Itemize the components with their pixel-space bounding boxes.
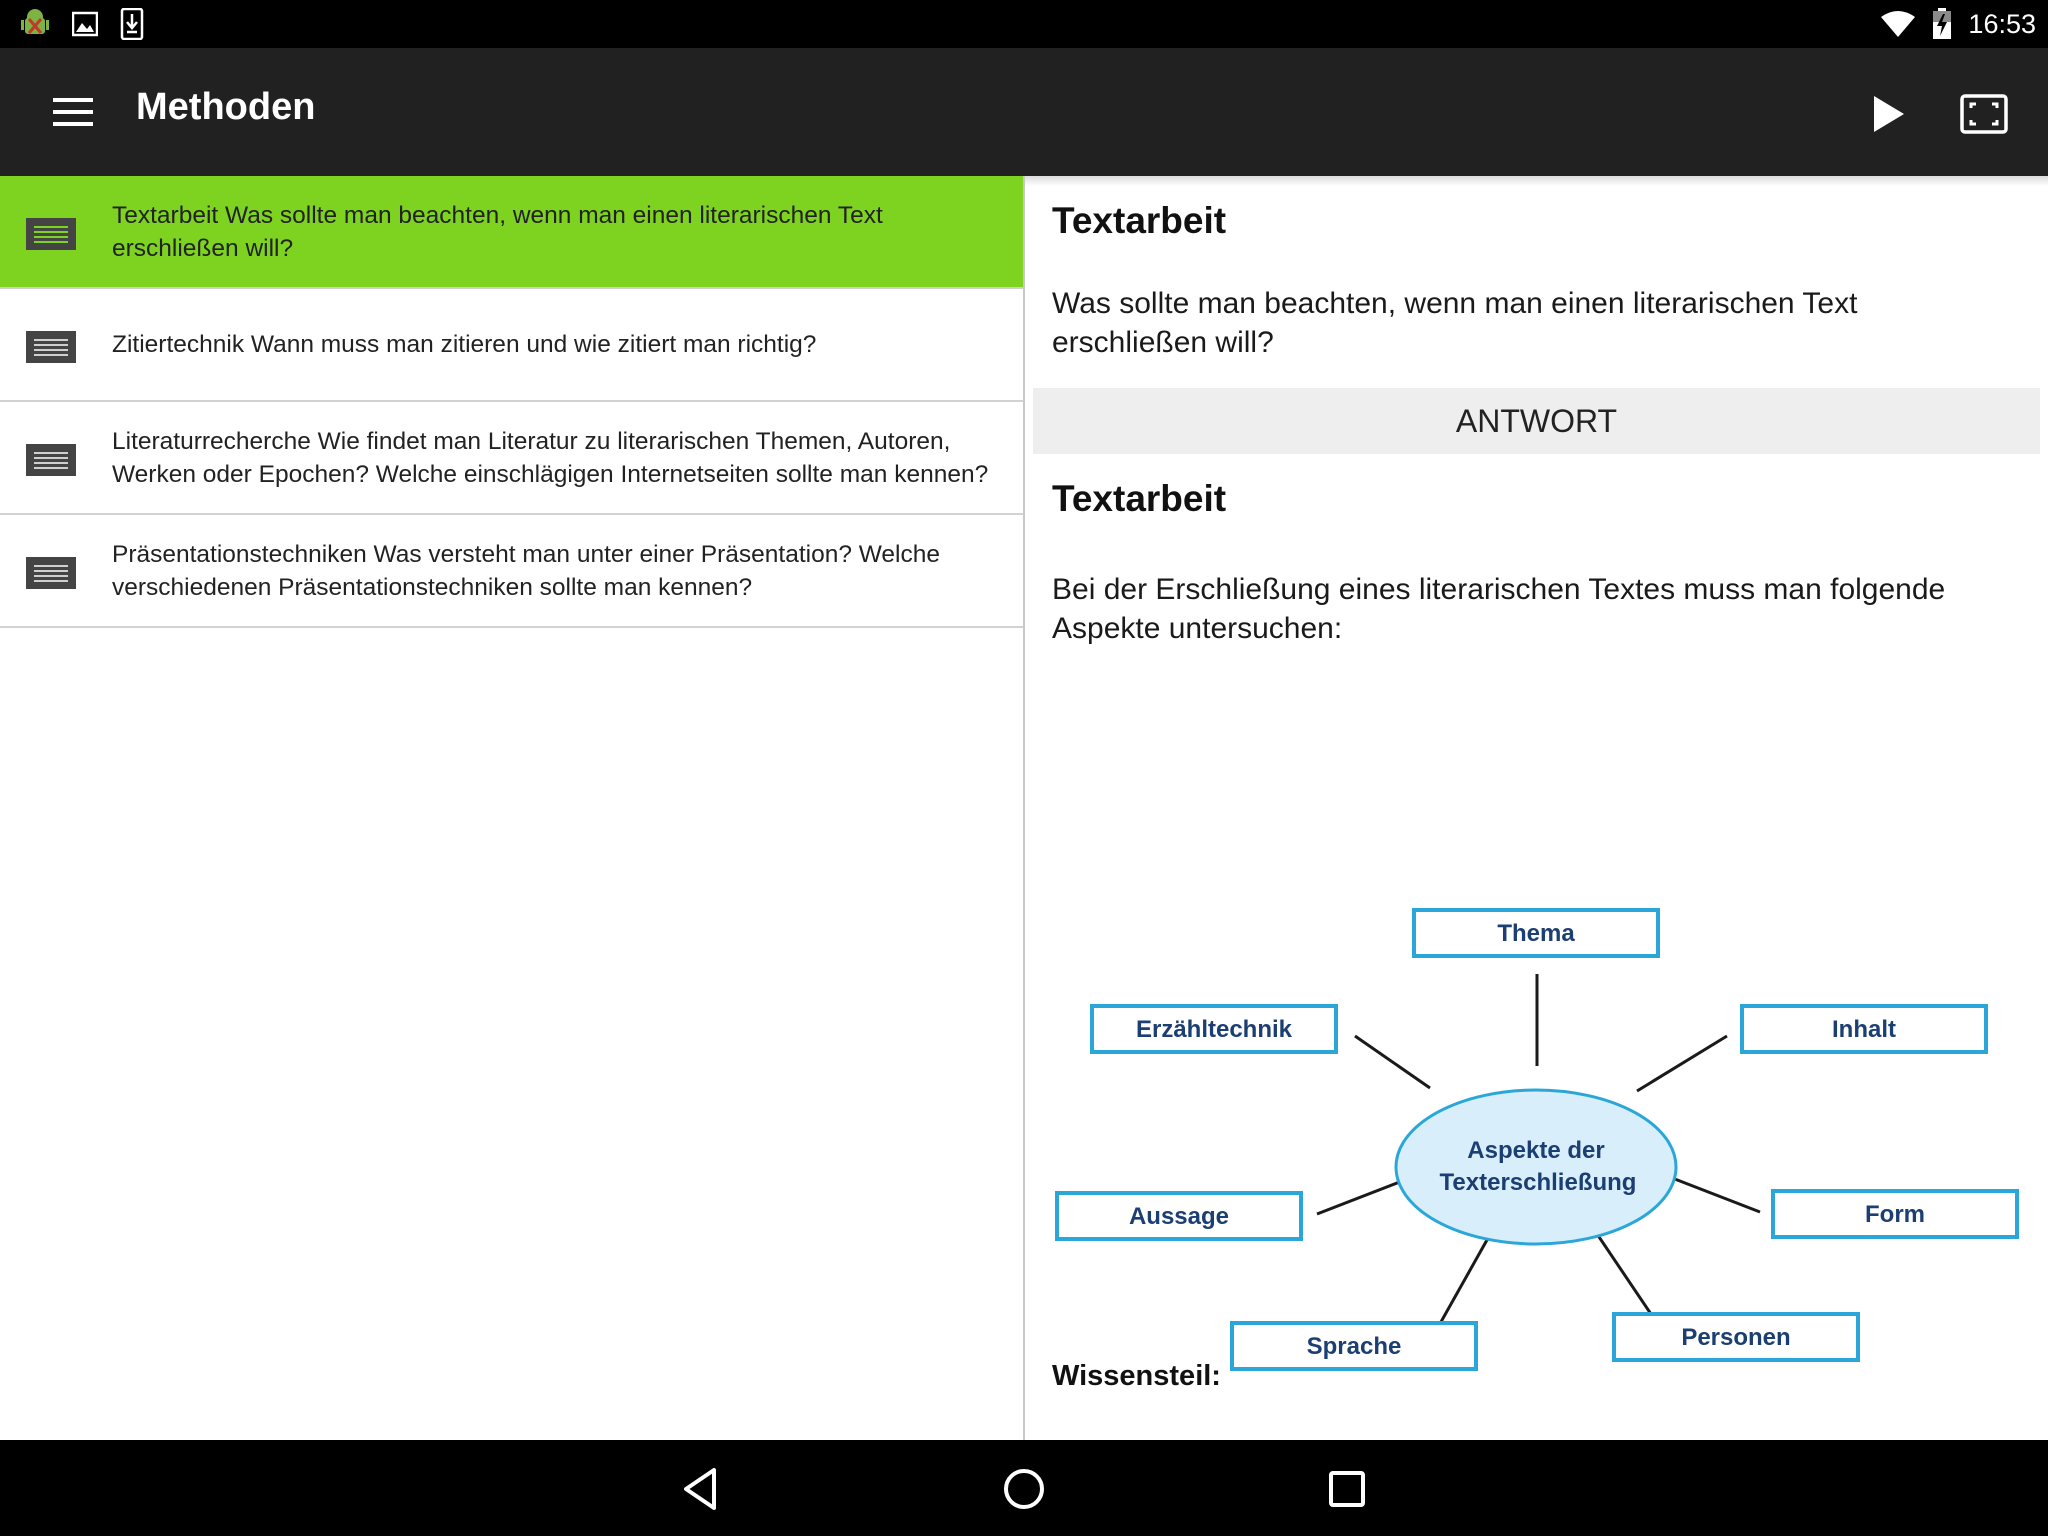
recents-button[interactable] bbox=[1322, 1464, 1372, 1514]
recents-icon bbox=[1322, 1464, 1372, 1514]
node-label-inhalt: Inhalt bbox=[1832, 1016, 1896, 1043]
connector-sprache bbox=[1437, 1231, 1492, 1329]
center-line-2: Texterschließung bbox=[1439, 1169, 1637, 1196]
answer-title: Textarbeit bbox=[1052, 478, 1227, 519]
list-item-textarbeit[interactable] bbox=[0, 176, 1023, 289]
back-icon bbox=[676, 1464, 726, 1514]
node-label-form: Form bbox=[1865, 1201, 1925, 1228]
document-icon bbox=[26, 331, 76, 363]
download-notification-icon bbox=[120, 8, 144, 40]
connector-personen bbox=[1593, 1228, 1655, 1320]
node-label-sprache: Sprache bbox=[1306, 1333, 1402, 1360]
navigation-bar bbox=[0, 1440, 2048, 1536]
list-item-text: Literaturrecherche Wie findet man Literatur zu literarischen Themen, Autoren, Werken oder Epochen? Welche einschlägigen Internetseiten sollte man kennen? bbox=[112, 427, 989, 488]
menu-icon bbox=[53, 96, 93, 128]
document-icon bbox=[26, 218, 76, 250]
menu-button[interactable] bbox=[36, 88, 108, 136]
node-label-erzaehltechnik: Erzähltechnik bbox=[1135, 1016, 1293, 1043]
detail-title: Textarbeit bbox=[1052, 200, 1227, 241]
node-label-thema: Thema bbox=[1497, 920, 1575, 947]
android-debug-icon bbox=[20, 8, 50, 40]
detail-question: Was sollte man beachten, wenn man einen literarischen Text erschließen will? bbox=[1052, 287, 1858, 359]
list-item-literaturrecherche[interactable] bbox=[0, 402, 1023, 515]
node-label-aussage: Aussage bbox=[1128, 1203, 1230, 1230]
list-item-text: Zitiertechnik Wann muss man zitieren und wie zitiert man richtig? bbox=[112, 331, 817, 358]
document-icon bbox=[26, 444, 76, 476]
list-item-praesentationstechniken[interactable] bbox=[0, 515, 1023, 628]
detail-pane[interactable] bbox=[1025, 176, 2048, 1440]
answer-text: Bei der Erschließung eines literarischen Textes muss man folgende Aspekte untersuchen: bbox=[1052, 573, 1946, 645]
status-bar bbox=[0, 0, 2048, 48]
center-ellipse bbox=[1396, 1090, 1676, 1244]
back-button[interactable] bbox=[676, 1464, 726, 1514]
node-label-personen: Personen bbox=[1681, 1324, 1791, 1351]
home-icon bbox=[999, 1464, 1049, 1514]
play-icon bbox=[1862, 90, 1910, 138]
notification-icons bbox=[20, 6, 144, 42]
app-bar bbox=[0, 48, 2048, 176]
connector-inhalt bbox=[1637, 1036, 1727, 1091]
fullscreen-button[interactable] bbox=[1958, 90, 2010, 138]
list-item-zitiertechnik[interactable] bbox=[0, 289, 1023, 402]
app-title: Methoden bbox=[136, 86, 316, 128]
aspects-diagram bbox=[1025, 716, 2048, 1396]
topic-list bbox=[0, 176, 1023, 1440]
wifi-icon bbox=[1880, 10, 1916, 38]
home-button[interactable] bbox=[999, 1464, 1049, 1514]
fullscreen-icon bbox=[1958, 90, 2010, 138]
list-item-text: Präsentationstechniken Was versteht man unter einer Präsentation? Welche verschiedenen Präsentationstechniken sollte man kennen? bbox=[112, 540, 940, 601]
connector-erzaehltechnik bbox=[1355, 1036, 1430, 1088]
clock: 16:53 bbox=[1968, 8, 2036, 39]
battery-charging-icon bbox=[1932, 8, 1952, 40]
center-line-1: Aspekte der bbox=[1467, 1137, 1605, 1164]
answer-button[interactable]: ANTWORT bbox=[1033, 388, 2040, 454]
play-button[interactable] bbox=[1862, 90, 1910, 138]
list-item-text: Textarbeit Was sollte man beachten, wenn man einen literarischen Text erschließen will? bbox=[112, 201, 883, 262]
knowledge-section-label: Wissensteil: bbox=[1052, 1360, 1221, 1392]
connector-form bbox=[1667, 1176, 1760, 1212]
image-notification-icon bbox=[72, 11, 98, 37]
connector-aussage bbox=[1317, 1178, 1410, 1214]
document-icon bbox=[26, 557, 76, 589]
